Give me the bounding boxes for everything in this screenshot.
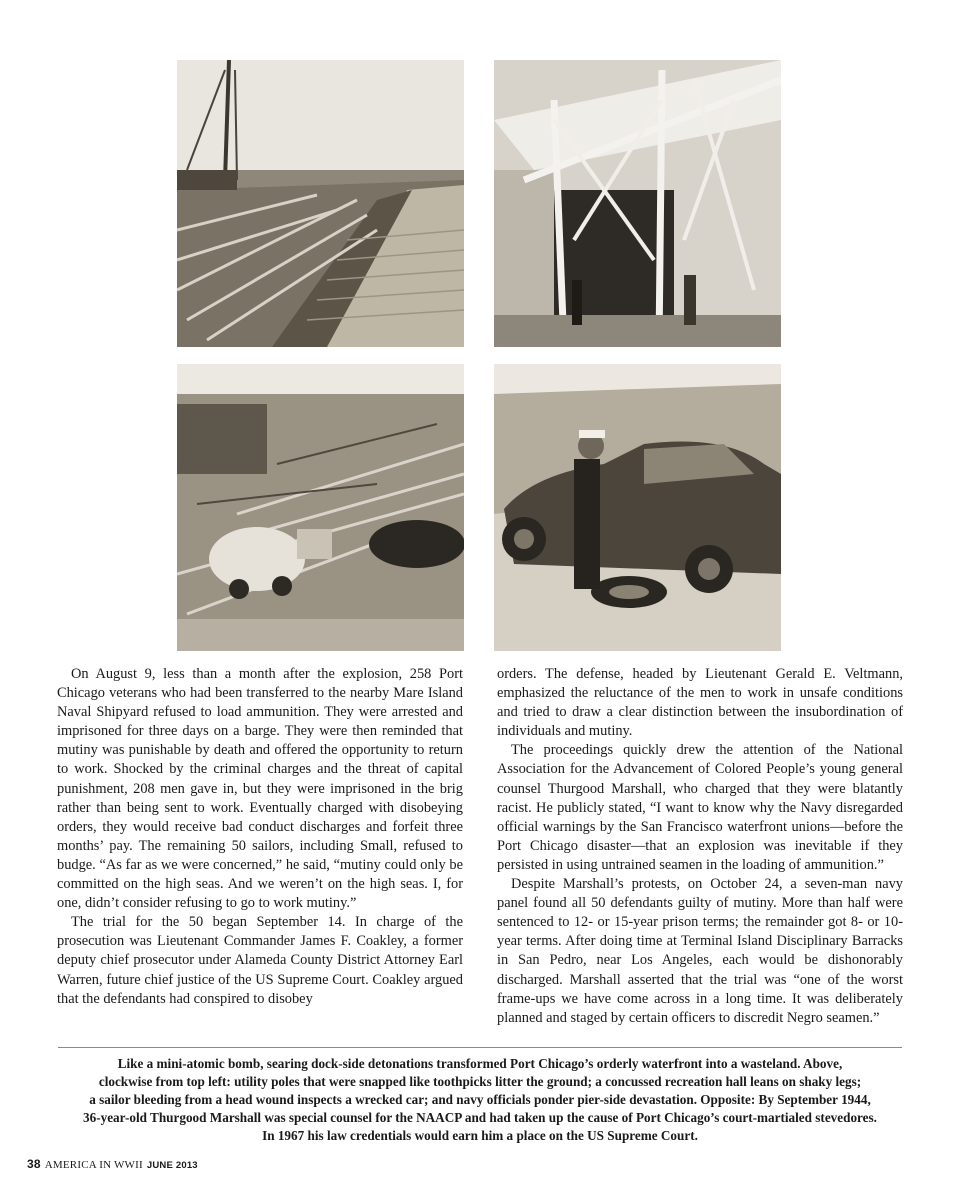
- photo-debris-pier: [177, 60, 464, 347]
- photo-caption: [58, 1055, 902, 1145]
- article-left-column: [57, 665, 463, 1009]
- caption-line: In 1967 his law credentials would earn him a place on the US Supreme Court.: [262, 1128, 698, 1143]
- caption-line: 36-year-old Thurgood Marshall was special counsel for the NAACP and had taken up the cause of Port Chicago’s court-martialed stevedores.: [83, 1110, 877, 1125]
- article-right-column: [497, 665, 903, 1028]
- caption-line: a sailor bleeding from a head wound inspects a wrecked car; and navy officials ponder pier-side devastation. Opposite: By September 1944,: [89, 1092, 871, 1107]
- paragraph: The proceedings quickly drew the attention of the National Association for the Advancement of Colored People’s young general counsel Thurgood Marshall, who charged that they were blatantly racist. He publicly stated, “I want to know why the Navy disregarded official warnings by the San Francisco waterfront unions—before the Port Chicago disaster—that an explosion was inevitable if they persisted in using untrained seamen in the loading of ammunition.”: [497, 742, 903, 873]
- photo-wrecked-car: [494, 364, 781, 651]
- page-number: 38: [27, 1157, 41, 1171]
- paragraph: On August 9, less than a month after the explosion, 258 Port Chicago veterans who had been transferred to the nearby Mare Island Naval Shipyard refused to load ammunition. They were arrested and imprisoned for three days on a barge. They were then reminded that mutiny was punishable by death and offered the opportunity to return to work. Shocked by the criminal charges and the threat of capital punishment, 208 men gave in, but they were imprisoned in the brig rather than being sent to work. Eventually charged with disobeying orders, they would receive bad conduct discharges and forfeit three months’ pay. The remaining 50 sailors, including Small, refused to budge. “As far as we were concerned,” he said, “mutiny could only be committed on the high seas. And we weren’t on the high seas. I, for one, didn’t consider refusing to go to work mutiny.”: [57, 666, 463, 912]
- photo-pier-devastation: [177, 364, 464, 651]
- issue-date: JUNE 2013: [146, 1160, 198, 1171]
- paragraph: orders. The defense, headed by Lieutenant Gerald E. Veltmann, emphasized the reluctance of the men to work in unsafe conditions and tried to draw a clear distinction between the insubordination of individuals and mutiny.: [497, 666, 903, 740]
- photo-recreation-hall: [494, 60, 781, 347]
- caption-divider: [58, 1047, 902, 1048]
- paragraph: The trial for the 50 began September 14. In charge of the prosecution was Lieutenant Commander James F. Coakley, a former deputy chief prosecutor under Alameda County District Attorney Earl Warren, future chief justice of the US Supreme Court. Coakley argued that the defendants had conspired to disobey: [57, 914, 463, 1007]
- paragraph: Despite Marshall’s protests, on October 24, a seven-man navy panel found all 50 defendants guilty of mutiny. More than half were sentenced to 12- or 15-year prison terms; the remainder got 8- or 10-year terms. After doing time at Terminal Island Disciplinary Barracks in San Pedro, near Los Angeles, each would be dishonorably discharged. Marshall asserted that the trial was “one of the worst frame-ups we have come across in a long time. It was deliberately planned and staged by certain officers to discredit Negro seamen.”: [497, 876, 903, 1026]
- page-footer: [27, 1157, 198, 1171]
- magazine-name: AMERICA IN WWII: [44, 1159, 143, 1171]
- caption-line: Like a mini-atomic bomb, searing dock-side detonations transformed Port Chicago’s orderly waterfront into a wasteland. Above,: [117, 1056, 843, 1071]
- caption-line: clockwise from top left: utility poles that were snapped like toothpicks litter the ground; a concussed recreation hall leans on shaky legs;: [98, 1074, 862, 1089]
